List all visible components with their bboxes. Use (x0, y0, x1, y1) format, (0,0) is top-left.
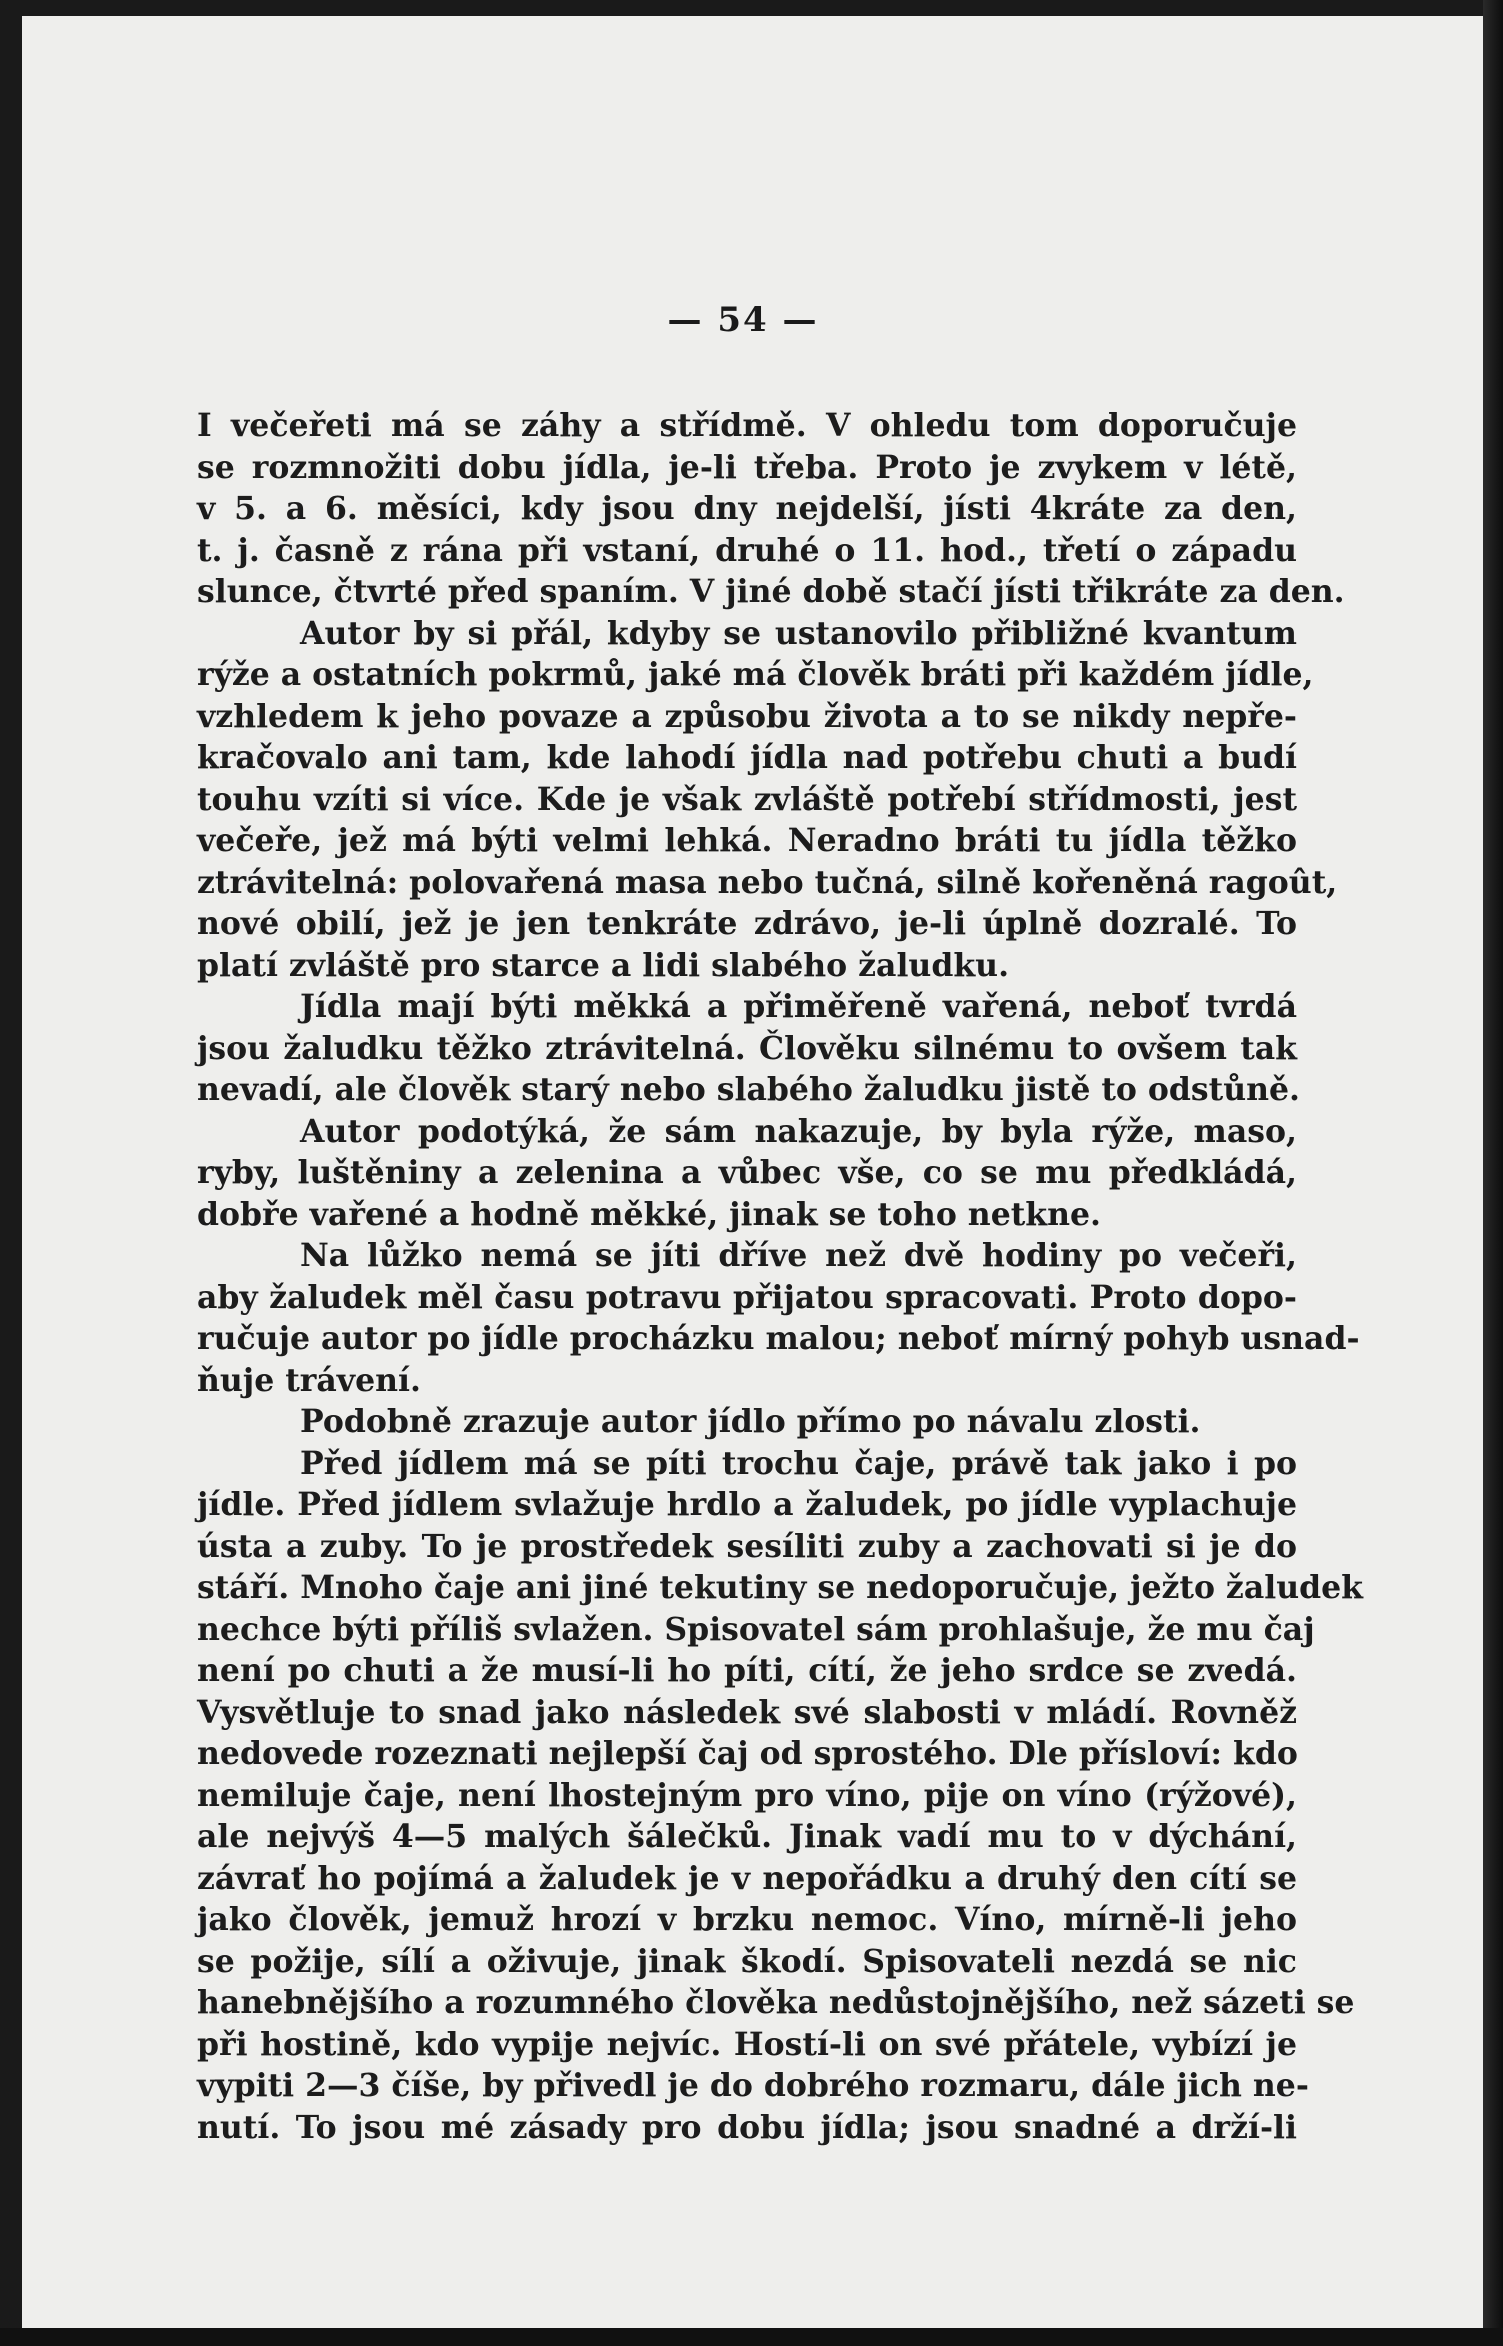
text-line: nové obilí, jež je jen tenkráte zdrávo, je-li úplně dozralé. To (197, 905, 1297, 942)
text-line: Jídla mají býti měkká a přiměřeně vařená, neboť tvrdá (300, 988, 1297, 1025)
body-text (197, 405, 1363, 2148)
text-line: se rozmnožiti dobu jídla, je-li třeba. Proto je zvykem v létě, (197, 448, 1297, 486)
text-line: nutí. To jsou mé zásady pro dobu jídla; jsou snadné a drží-li (197, 2108, 1297, 2146)
text-line: slunce, čtvrté před spaním. V jiné době stačí jísti třikráte za den. (197, 573, 1345, 610)
text-line: večeře, jež má býti velmi lehká. Neradno bráti tu jídla těžko (197, 822, 1297, 859)
text-line: touhu vzíti si více. Kde je však zvláště potřebí střídmosti, jest (197, 780, 1297, 818)
text-line: ústa a zuby. To je prostředek sesíliti zuby a zachovati si je do (197, 1527, 1297, 1565)
text-line: I večeřeti má se záhy a střídmě. V ohledu tom doporučuje (197, 407, 1297, 444)
text-line: není po chuti a že musí-li ho píti, cítí, že jeho srdce se zvedá. (197, 1652, 1297, 1689)
text-line: Před jídlem má se píti trochu čaje, právě tak jako i po (300, 1444, 1297, 1482)
text-line: ztrávitelná: polovařená masa nebo tučná, silně kořeněná ragoût, (197, 863, 1338, 901)
text-line: závrať ho pojímá a žaludek je v nepořádku a druhý den cítí se (197, 1859, 1297, 1897)
text-line: ale nejvýš 4—5 malých šálečků. Jinak vadí mu to v dýchání, (197, 1818, 1297, 1855)
text-line: se požije, sílí a oživuje, jinak škodí. Spisovateli nezdá se nic (197, 1942, 1297, 1980)
text-line: platí zvláště pro starce a lidi slabého žaludku. (197, 946, 1010, 984)
text-line: v 5. a 6. měsíci, kdy jsou dny nejdelší, jísti 4kráte za den, (197, 490, 1297, 527)
text-line: Autor podotýká, že sám nakazuje, by byla rýže, maso, (300, 1112, 1297, 1150)
text-line: nechce býti příliš svlažen. Spisovatel sám prohlašuje, že mu čaj (197, 1610, 1315, 1648)
text-line: aby žaludek měl času potravu přijatou spracovati. Proto dopo- (197, 1278, 1297, 1316)
text-line: dobře vařené a hodně měkké, jinak se toho netkne. (197, 1195, 1102, 1233)
text-line: při hostině, kdo vypije nejvíc. Hostí-li on své přátele, vybízí je (197, 2025, 1297, 2063)
text-line: ňuje trávení. (197, 1361, 421, 1399)
text-line: jsou žaludku těžko ztrávitelná. Člověku silnému to ovšem tak (197, 1029, 1297, 1067)
text-line: Autor by si přál, kdyby se ustanovilo přibližné kvantum (300, 614, 1297, 652)
text-line: nedovede rozeznati nejlepší čaj od sprostého. Dle přísloví: kdo (197, 1735, 1298, 1772)
text-line: ryby, luštěniny a zelenina a vůbec vše, co se mu předkládá, (197, 1154, 1297, 1191)
text-line: rýže a ostatních pokrmů, jaké má člověk bráti při každém jídle, (197, 656, 1314, 693)
text-line: jako člověk, jemuž hrozí v brzku nemoc. Víno, mírně-li jeho (197, 1901, 1297, 1938)
text-line: hanebnějšího a rozumného člověka nedůstojnějšího, než sázeti se (197, 1984, 1355, 2021)
text-line: vypiti 2—3 číše, by přivedl je do dobrého rozmaru, dále jich ne- (197, 2067, 1309, 2104)
text-line: jídle. Před jídlem svlažuje hrdlo a žaludek, po jídle vyplachuje (197, 1486, 1297, 1523)
text-line: Vysvětluje to snad jako následek své slabosti v mládí. Rovněž (197, 1693, 1297, 1731)
page-edge-shadow (1483, 0, 1503, 2346)
text-line: stáří. Mnoho čaje ani jiné tekutiny se nedoporučuje, ježto žaludek (197, 1569, 1363, 1606)
text-line: t. j. časně z rána při vstaní, druhé o 11. hod., třetí o západu (197, 531, 1297, 569)
text-line: nemiluje čaje, není lhostejným pro víno, pije on víno (rýžové), (197, 1776, 1297, 1814)
text-line: kračovalo ani tam, kde lahodí jídla nad potřebu chuti a budí (197, 739, 1297, 776)
text-line: vzhledem k jeho povaze a způsobu života a to se nikdy nepře- (197, 697, 1297, 735)
text-line: nevadí, ale člověk starý nebo slabého žaludku jistě to odstůně. (197, 1071, 1301, 1108)
text-line: ručuje autor po jídle procházku malou; neboť mírný pohyb usnad- (197, 1320, 1360, 1357)
text-line: Na lůžko nemá se jíti dříve než dvě hodiny po večeři, (300, 1237, 1297, 1274)
text-line: Podobně zrazuje autor jídlo přímo po návalu zlosti. (300, 1403, 1201, 1440)
scan-border-bottom (0, 2328, 1503, 2346)
page-number: — 54 — (667, 300, 819, 340)
